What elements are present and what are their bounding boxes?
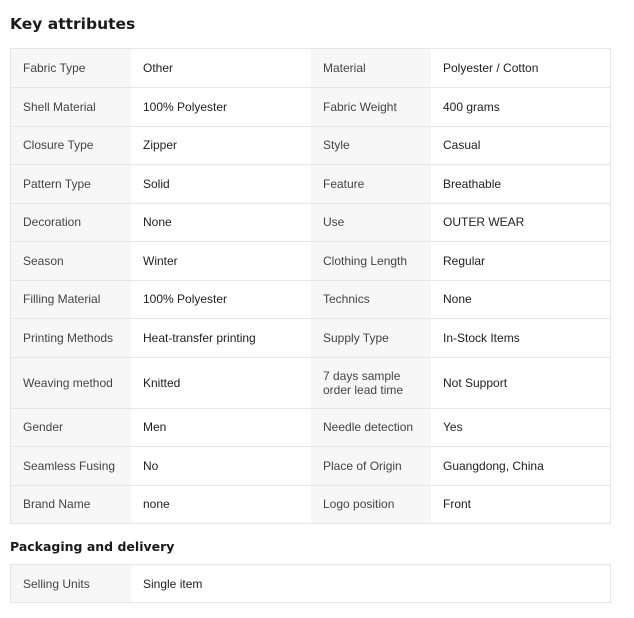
- attribute-label: Fabric Type: [11, 49, 131, 87]
- packaging-heading: Packaging and delivery: [10, 539, 175, 554]
- attribute-value: Single item: [131, 565, 311, 602]
- attribute-value: Men: [131, 409, 311, 447]
- attribute-value: 400 grams: [431, 88, 610, 126]
- attribute-value: Zipper: [131, 127, 311, 165]
- table-row: [11, 203, 610, 242]
- attribute-label: Clothing Length: [311, 242, 431, 280]
- table-row: [11, 280, 610, 319]
- attribute-value: Knitted: [131, 358, 311, 408]
- attribute-label: Technics: [311, 281, 431, 319]
- table-row: [11, 241, 610, 280]
- attribute-label: Shell Material: [11, 88, 131, 126]
- table-row: [11, 485, 610, 524]
- attribute-label: Place of Origin: [311, 447, 431, 485]
- attribute-value: 100% Polyester: [131, 281, 311, 319]
- product-attributes-page: [10, 0, 611, 603]
- attribute-label: Needle detection: [311, 409, 431, 447]
- attribute-value: 100% Polyester: [131, 88, 311, 126]
- attribute-value: None: [131, 204, 311, 242]
- attribute-label: Filling Material: [11, 281, 131, 319]
- attribute-value: OUTER WEAR: [431, 204, 610, 242]
- attribute-value: Solid: [131, 165, 311, 203]
- attribute-label: Material: [311, 49, 431, 87]
- table-row: [11, 408, 610, 447]
- attribute-label: Feature: [311, 165, 431, 203]
- table-row: [11, 318, 610, 357]
- attribute-value: Front: [431, 486, 610, 524]
- attribute-label: Fabric Weight: [311, 88, 431, 126]
- key-attributes-table: [10, 48, 611, 524]
- attribute-value: Guangdong, China: [431, 447, 610, 485]
- attribute-label: Printing Methods: [11, 319, 131, 357]
- attribute-value: Yes: [431, 409, 610, 447]
- attribute-label: Closure Type: [11, 127, 131, 165]
- attribute-label: Selling Units: [11, 565, 131, 602]
- attribute-label: Logo position: [311, 486, 431, 524]
- attribute-value: Winter: [131, 242, 311, 280]
- attribute-label: Weaving method: [11, 358, 131, 408]
- attribute-value: none: [131, 486, 311, 524]
- attribute-label: Style: [311, 127, 431, 165]
- attribute-label: Gender: [11, 409, 131, 447]
- attribute-value: Breathable: [431, 165, 610, 203]
- table-row: [11, 87, 610, 126]
- table-row: [11, 565, 610, 602]
- attribute-label: Seamless Fusing: [11, 447, 131, 485]
- attribute-label: Pattern Type: [11, 165, 131, 203]
- attribute-label: Use: [311, 204, 431, 242]
- attribute-value: Heat-transfer printing: [131, 319, 311, 357]
- table-row: [11, 357, 610, 408]
- attribute-value: Regular: [431, 242, 610, 280]
- attribute-value: Not Support: [431, 358, 610, 408]
- attribute-value: In-Stock Items: [431, 319, 610, 357]
- table-row: [11, 49, 610, 87]
- key-attributes-heading: Key attributes: [10, 15, 136, 33]
- packaging-table: [10, 564, 611, 603]
- table-row: [11, 446, 610, 485]
- attribute-label: 7 days sample order lead time: [311, 358, 431, 408]
- attribute-label: Season: [11, 242, 131, 280]
- attribute-label: Decoration: [11, 204, 131, 242]
- attribute-label: Supply Type: [311, 319, 431, 357]
- attribute-value: Casual: [431, 127, 610, 165]
- attribute-value: Other: [131, 49, 311, 87]
- attribute-value: None: [431, 281, 610, 319]
- table-row: [11, 164, 610, 203]
- attribute-value: Polyester / Cotton: [431, 49, 610, 87]
- table-row: [11, 126, 610, 165]
- attribute-label: Brand Name: [11, 486, 131, 524]
- attribute-value: No: [131, 447, 311, 485]
